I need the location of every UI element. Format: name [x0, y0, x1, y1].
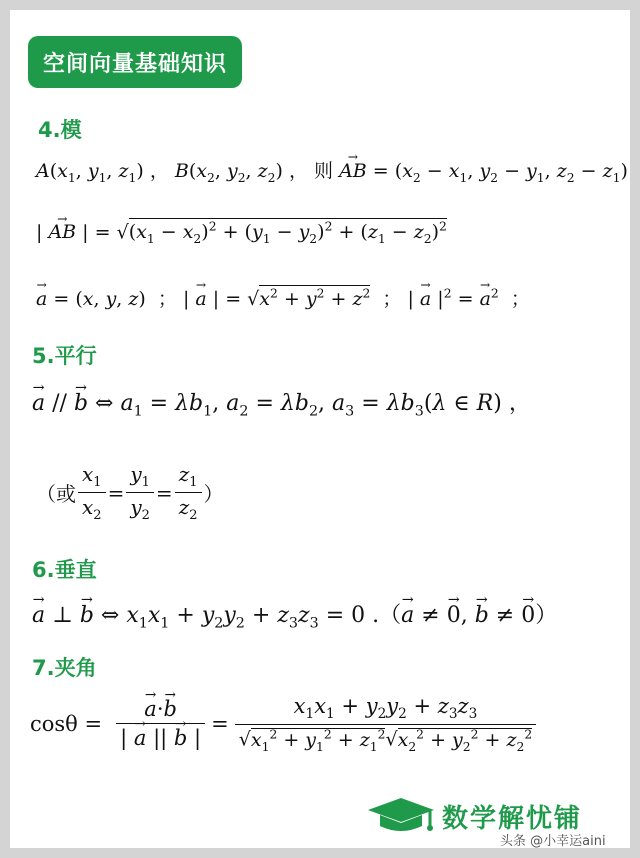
section-heading-4: 4.模 — [38, 118, 82, 142]
section-heading-7: 7.夹角 — [32, 656, 97, 680]
watermark: 头条 @小幸运aini — [500, 834, 606, 849]
formula-angle: cosθ = → $\frac{a\cdot\to b}{| \to a || \to b |}$ = $\frac{x_1x_1 + y_2y_2 + z_3z_3}{√x_1^2 + y_1^2 + z_1^2√x_2^2 + y_2^2 + z_2^2}$ — [30, 694, 538, 753]
brand-name: 数学解忧铺 — [442, 803, 583, 834]
cos-label: cosθ = — [30, 711, 103, 736]
formula-perpendicular: → a ⊥ → b ⇔ $x_1x_1 + y_2y_2 + z_3z_3 = 0$ .（→ a ≠ → 0, → b ≠ → 0） — [32, 598, 557, 631]
formula-parallel: → a // → b ⇔ $a_1 = \lambda b_1$, $a_2 = \lambda b_2$, $a_3 = \lambda b_3(\lambda$ ∈ R) ， — [32, 386, 531, 419]
formula-ab-modulus: | → AB | = $√(x_1 - x_2)^2 + (y_1 - y_2)^2 + (z_1 - z_2)^2$ — [36, 220, 447, 246]
page-title: 空间向量基础知识 — [28, 36, 242, 88]
formula-ab-vector: $A(x_1$, $y_1$, $z_1$) ， $B(x_2$, $y_2$, $z_2$) ， 则 → AB = ($x_2 - x_1$, $y_2 - y_1$, $z_2 - z_1$) — [36, 156, 628, 185]
formula-a-modulus: → a = (x, y, z) ； | → a | = $√x^2 + y^2 + z^2$ ； | → a $|^2$ = → $a^2$ ； — [36, 284, 530, 311]
formula-parallel-ratio: （或 $\frac{x_1}{x_2}$ = $\frac{y_1}{y_2}$ = $\frac{z_1}{z_2}$ ） — [36, 462, 224, 523]
then-label: 则 — [314, 160, 334, 182]
graduation-cap-icon — [366, 796, 436, 836]
section-heading-6: 6.垂直 — [32, 558, 97, 582]
section-heading-5: 5.平行 — [32, 344, 97, 368]
